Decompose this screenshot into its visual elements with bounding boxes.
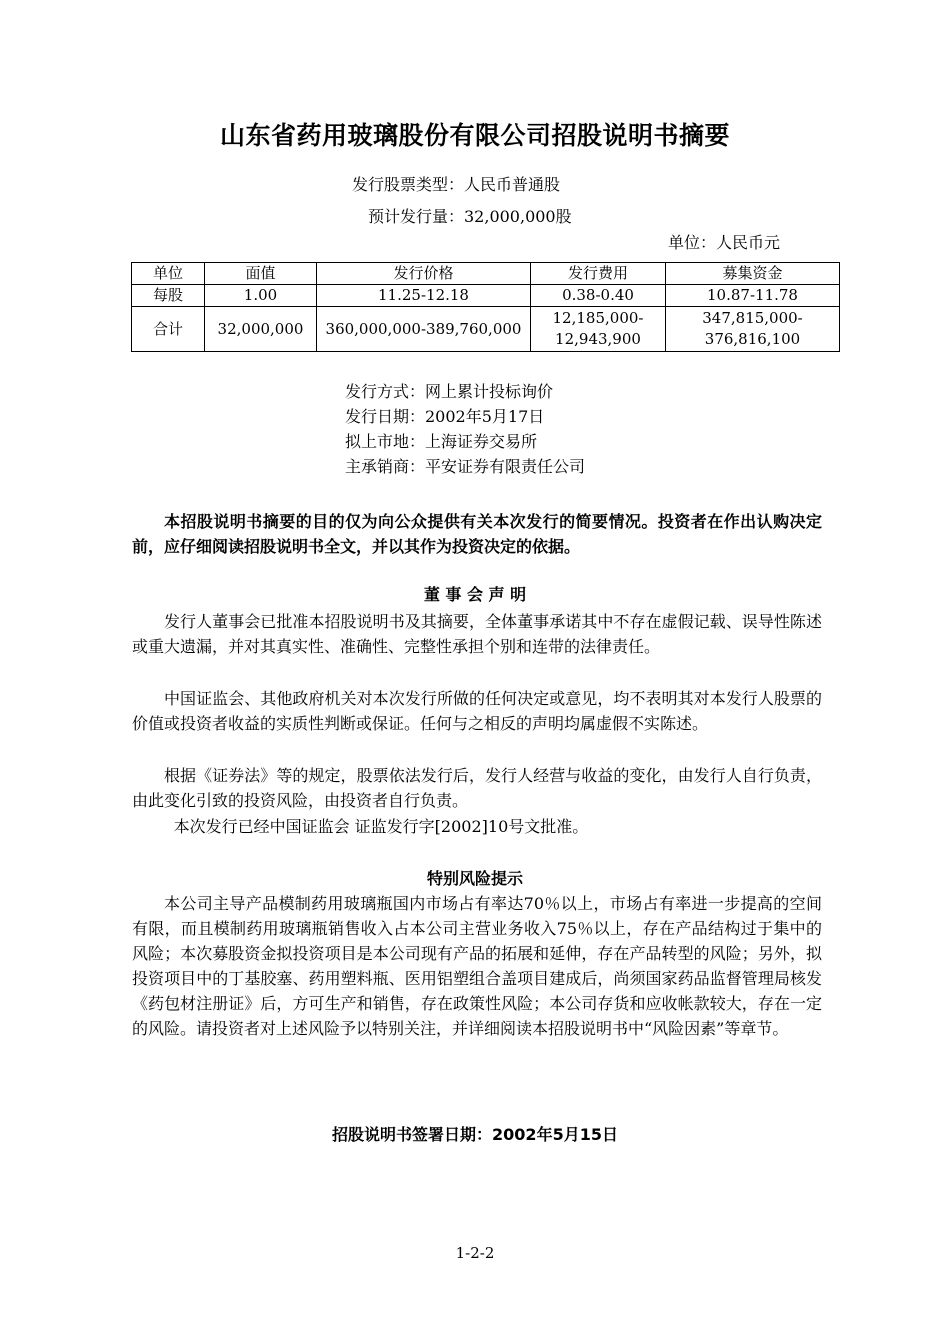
- table-cell: 10.87-11.78: [666, 285, 840, 307]
- issue-method: 发行方式：网上累计投标询价: [345, 382, 554, 401]
- table-cell: 360,000,000-389,760,000: [317, 307, 531, 352]
- table-cell: 1.00: [205, 285, 317, 307]
- table-row: [132, 285, 840, 307]
- table-cell: 347,815,000-376,816,100: [666, 307, 840, 352]
- offering-table: [131, 262, 840, 352]
- board-statement-heading: 董 事 会 声 明: [423, 585, 527, 604]
- document-title: 山东省药用玻璃股份有限公司招股说明书摘要: [219, 121, 730, 150]
- table-cell: 11.25-12.18: [317, 285, 531, 307]
- board-paragraph-2: 中国证监会、其他政府机关对本次发行所做的任何决定或意见，均不表明其对本发行人股票的价值或投资者收益的实质性判断或保证。任何与之相反的声明均属虚假不实陈述。: [132, 689, 822, 733]
- header-cell-par-value: 面值: [205, 263, 317, 285]
- board-paragraph-1: 发行人董事会已批准本招股说明书及其摘要，全体董事承诺其中不存在虚假记载、误导性陈述或重大遗漏，并对其真实性、准确性、完整性承担个别和连带的法律责任。: [132, 612, 822, 656]
- header-cell-issue-cost: 发行费用: [531, 263, 666, 285]
- header-cell-issue-price: 发行价格: [317, 263, 531, 285]
- issue-type: 发行股票类型：人民币普通股: [352, 175, 561, 194]
- table-cell: 0.38-0.40: [531, 285, 666, 307]
- listing-market: 拟上市地：上海证券交易所: [345, 432, 538, 451]
- risk-paragraph: 本公司主导产品模制药用玻璃瓶国内市场占有率达70％以上，市场占有率进一步提高的空间有限，而且模制药用玻璃瓶销售收入占本公司主营业务收入75％以上，存在产品结构过于集中的风险；本次募股资金拟投资项目是本公司现有产品的拓展和延伸，存在产品转型的风险；另外，拟投资项目中的丁基胶塞、药用塑料瓶、医用铝塑组合盖项目建成后，尚须国家药品监督管理局核发《药包材注册证》后，方可生产和销售，存在政策性风险；本公司存货和应收帐款较大，存在一定的风险。请投资者对上述风险予以特别关注，并详细阅读本招股说明书中“风险因素”等章节。: [132, 894, 822, 1038]
- row-label-total: 合计: [132, 307, 205, 352]
- signing-date: 招股说明书签署日期：2002年5月15日: [332, 1125, 618, 1144]
- table-header-row: [132, 263, 840, 285]
- board-paragraph-4: 本次发行已经中国证监会 证监发行字[2002]10号文批准。: [173, 817, 589, 836]
- header-cell-proceeds: 募集资金: [666, 263, 840, 285]
- risk-heading: 特别风险提示: [426, 869, 523, 888]
- board-paragraph-3: 根据《证券法》等的规定，股票依法发行后，发行人经营与收益的变化，由发行人自行负责，由此变化引致的投资风险，由投资者自行负责。: [132, 766, 822, 810]
- issue-volume: 预计发行量：32,000,000股: [368, 207, 572, 226]
- table-row: [132, 307, 840, 352]
- currency-unit: 单位：人民币元: [668, 233, 781, 252]
- table-cell: 12,185,000-12,943,900: [531, 307, 666, 352]
- issue-date: 发行日期：2002年5月17日: [345, 407, 545, 426]
- page-number: 1-2-2: [455, 1244, 495, 1262]
- intro-paragraph: 本招股说明书摘要的目的仅为向公众提供有关本次发行的简要情况。投资者在作出认购决定前，应仔细阅读招股说明书全文，并以其作为投资决定的依据。: [132, 512, 822, 556]
- header-cell-unit: 单位: [132, 263, 205, 285]
- row-label-per-share: 每股: [132, 285, 205, 307]
- table-cell: 32,000,000: [205, 307, 317, 352]
- lead-underwriter: 主承销商：平安证券有限责任公司: [345, 457, 586, 476]
